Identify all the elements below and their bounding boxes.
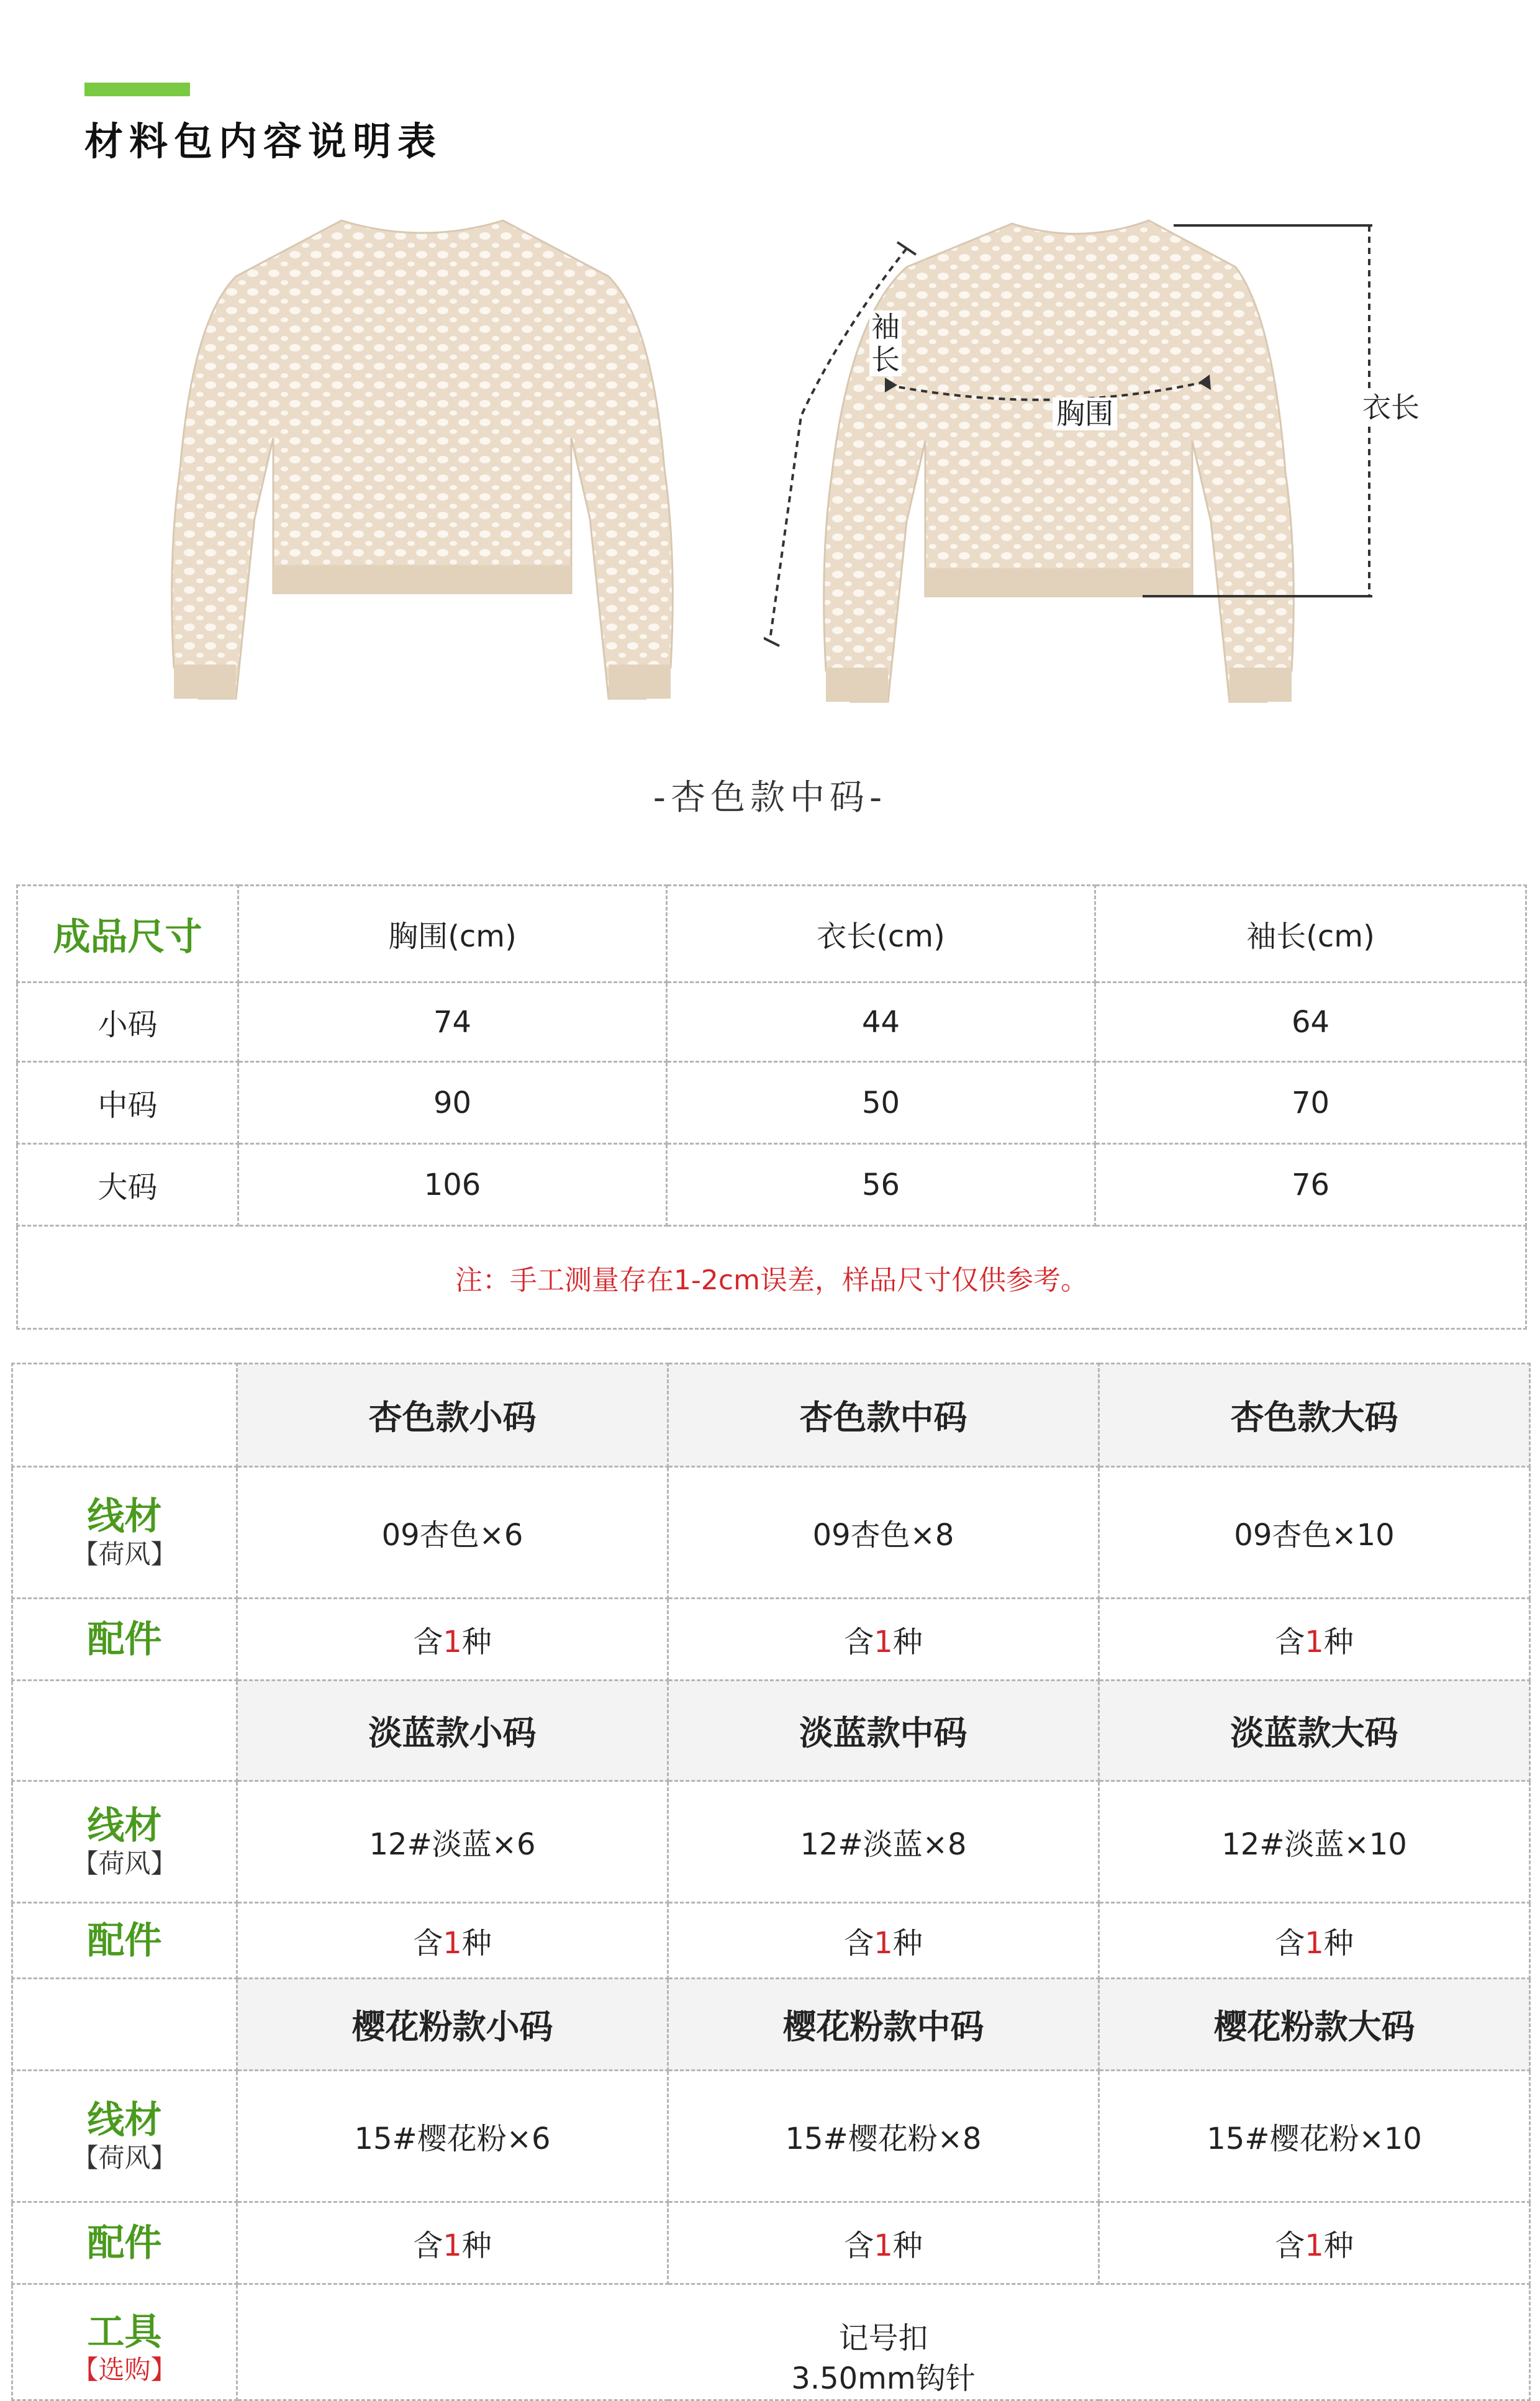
sweater-photo-measured [764, 211, 1434, 708]
yarn-row [12, 1781, 1530, 1903]
page-title: 材料包内容说明表 [84, 119, 443, 164]
yarn-amount: 15#樱花粉×10 [1099, 2071, 1530, 2202]
variant-name: 杏色款中码 [668, 1364, 1099, 1467]
parts-row [12, 2202, 1530, 2284]
yarn-label: 线材 【荷风】 [12, 2071, 237, 2202]
size-chest: 106 [238, 1144, 667, 1226]
size-length: 50 [667, 1062, 1095, 1144]
yarn-amount: 12#淡蓝×6 [237, 1781, 668, 1903]
parts-row [12, 1903, 1530, 1979]
size-header-length: 衣长(cm) [667, 886, 1095, 983]
size-name: 中码 [17, 1062, 238, 1144]
tools-label: 工具 【选购】 [12, 2284, 237, 2400]
size-sleeve: 64 [1095, 983, 1526, 1062]
parts-count: 含1种 [1099, 1599, 1530, 1681]
yarn-row [12, 2071, 1530, 2202]
parts-count: 含1种 [237, 1903, 668, 1979]
size-header-chest: 胸围(cm) [238, 886, 667, 983]
variant-name: 淡蓝款小码 [237, 1681, 668, 1781]
size-table-header [17, 886, 1526, 983]
size-length: 56 [667, 1144, 1095, 1226]
parts-row [12, 1599, 1530, 1681]
size-name: 小码 [17, 983, 238, 1062]
sweater-photo-front [137, 208, 708, 705]
parts-count: 含1种 [237, 2202, 668, 2284]
variant-header-row [12, 1681, 1530, 1781]
parts-count: 含1种 [668, 2202, 1099, 2284]
size-table [16, 884, 1527, 1330]
yarn-amount: 15#樱花粉×6 [237, 2071, 668, 2202]
sleeve-length-label: 袖长 [869, 311, 902, 376]
yarn-label: 线材 【荷风】 [12, 1781, 237, 1903]
yarn-row [12, 1467, 1530, 1599]
body-length-label: 衣长 [1360, 391, 1422, 424]
tools-row [12, 2284, 1530, 2400]
table-row [17, 983, 1526, 1062]
variant-name: 樱花粉款中码 [668, 1979, 1099, 2071]
parts-label: 配件 [12, 1599, 237, 1681]
variant-name: 淡蓝款大码 [1099, 1681, 1530, 1781]
variant-name: 淡蓝款中码 [668, 1681, 1099, 1781]
yarn-amount: 15#樱花粉×8 [668, 2071, 1099, 2202]
table-row [17, 1062, 1526, 1144]
table-row [17, 1144, 1526, 1226]
size-name: 大码 [17, 1144, 238, 1226]
chest-label: 胸围 [1053, 397, 1117, 430]
size-sleeve: 76 [1095, 1144, 1526, 1226]
materials-table [11, 1363, 1531, 2401]
parts-count: 含1种 [1099, 1903, 1530, 1979]
yarn-amount: 09杏色×10 [1099, 1467, 1530, 1599]
title-accent-bar [84, 83, 190, 96]
size-header-sleeve: 袖长(cm) [1095, 886, 1526, 983]
size-chest: 90 [238, 1062, 667, 1144]
parts-count: 含1种 [237, 1599, 668, 1681]
size-sleeve: 70 [1095, 1062, 1526, 1144]
parts-label: 配件 [12, 1903, 237, 1979]
figure-caption: -杏色款中码- [653, 778, 887, 818]
tools-list [237, 2284, 1530, 2400]
tool-item: 记号扣 [838, 2321, 928, 2356]
variant-name: 杏色款大码 [1099, 1364, 1530, 1467]
size-chest: 74 [238, 983, 667, 1062]
variant-name: 樱花粉款小码 [237, 1979, 668, 2071]
variant-header-row [12, 1979, 1530, 2071]
size-header-title: 成品尺寸 [17, 886, 238, 983]
yarn-amount: 12#淡蓝×10 [1099, 1781, 1530, 1903]
yarn-label: 线材 【荷风】 [12, 1467, 237, 1599]
yarn-amount: 09杏色×8 [668, 1467, 1099, 1599]
parts-count: 含1种 [668, 1599, 1099, 1681]
parts-label: 配件 [12, 2202, 237, 2284]
variant-name: 樱花粉款大码 [1099, 1979, 1530, 2071]
size-note: 注：手工测量存在1-2cm误差，样品尺寸仅供参考。 [17, 1226, 1526, 1329]
variant-header-row [12, 1364, 1530, 1467]
yarn-amount: 12#淡蓝×8 [668, 1781, 1099, 1903]
tool-item: 3.50mm钩针 [791, 2361, 976, 2396]
yarn-amount: 09杏色×6 [237, 1467, 668, 1599]
parts-count: 含1种 [668, 1903, 1099, 1979]
size-length: 44 [667, 983, 1095, 1062]
variant-name: 杏色款小码 [237, 1364, 668, 1467]
parts-count: 含1种 [1099, 2202, 1530, 2284]
